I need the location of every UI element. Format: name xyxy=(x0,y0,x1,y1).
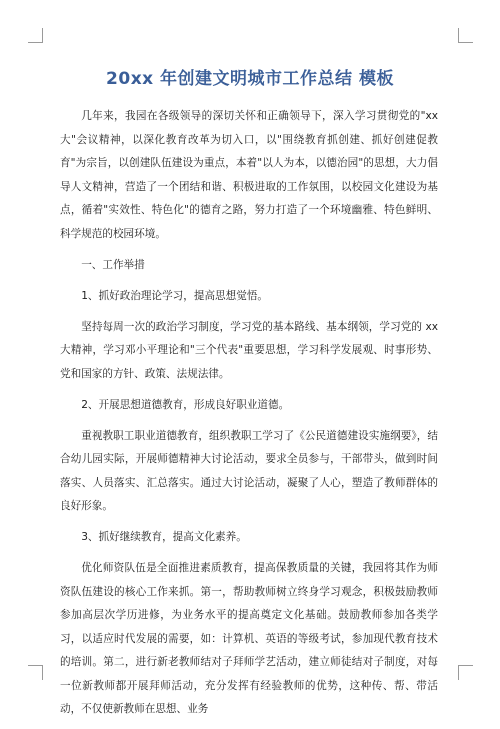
crop-mark-top-left xyxy=(28,28,43,43)
paragraph-intro: 几年来，我园在各级领导的深切关怀和正确领导下，深入学习贯彻党的"xx 大"会议精神，以深化教育改革为切入口，以"围绕教育抓创建、抓好创建促教育"为宗旨，以创建队伍建设为重点，本着"以人为本，以德治园"的思想，大力倡导人文精神，营造了一个团结和谐、积极进取的工作氛围，以校园文化建设为基点，循着"实效性、特色化"的德育之路，努力打造了一个环境幽雅、特色鲜明、科学规范的校园环境。 xyxy=(60,110,438,240)
section-heading: 一、工作举措 xyxy=(81,258,145,271)
subheading-3: 3、抓好继续教育，提高文化素养。 xyxy=(81,531,247,543)
subheading-1: 1、抓好政治理论学习，提高思想觉悟。 xyxy=(81,289,269,302)
paragraph-2: 重视教职工职业道德教育，组织教职工学习了《公民道德建设实施纲要》，结合幼儿园实际，开展师德精神大讨论活动，要求全员参与，干部带头，做到时间落实、人员落实、汇总落实。通过大讨论活动，凝聚了人心，塑造了教师群体的良好形象。 xyxy=(60,429,438,512)
subheading-2: 2、开展思想道德教育，形成良好职业道德。 xyxy=(81,398,290,411)
crop-mark-bottom-left xyxy=(28,665,43,680)
paragraph-3: 优化师资队伍是全面推进素质教育，提高保教质量的关键，我园将其作为师资队伍建设的核心工作来抓。第一，帮助教师树立终身学习观念，积极鼓励教师参加高层次学历进修，为业务水平的提高奠定文化基础。鼓励教师参加各类学习，以适应时代发展的需要，如：计算机、英语的等级考试，参加现代教育技术的培训。第二，进行新老教师结对子拜师学艺活动，建立师徒结对子制度，对每一位新教师都开展拜师活动，充分发挥有经验教师的优势，这种传、帮、带活动，不仅使新教师在思想、业务 xyxy=(60,562,438,715)
paragraph-1: 坚持每周一次的政治学习制度，学习党的基本路线、基本纲领，学习党的 xx 大精神，学习邓小平理论和"三个代表"重要思想，学习科学发展观、时事形势、党和国家的方针、政策、法规法律。 xyxy=(60,320,438,380)
document-title: 20xx 年创建文明城市工作总结 模板 xyxy=(106,69,394,89)
crop-mark-top-right xyxy=(458,28,473,43)
document-body xyxy=(60,105,438,729)
crop-mark-bottom-right xyxy=(458,665,473,680)
